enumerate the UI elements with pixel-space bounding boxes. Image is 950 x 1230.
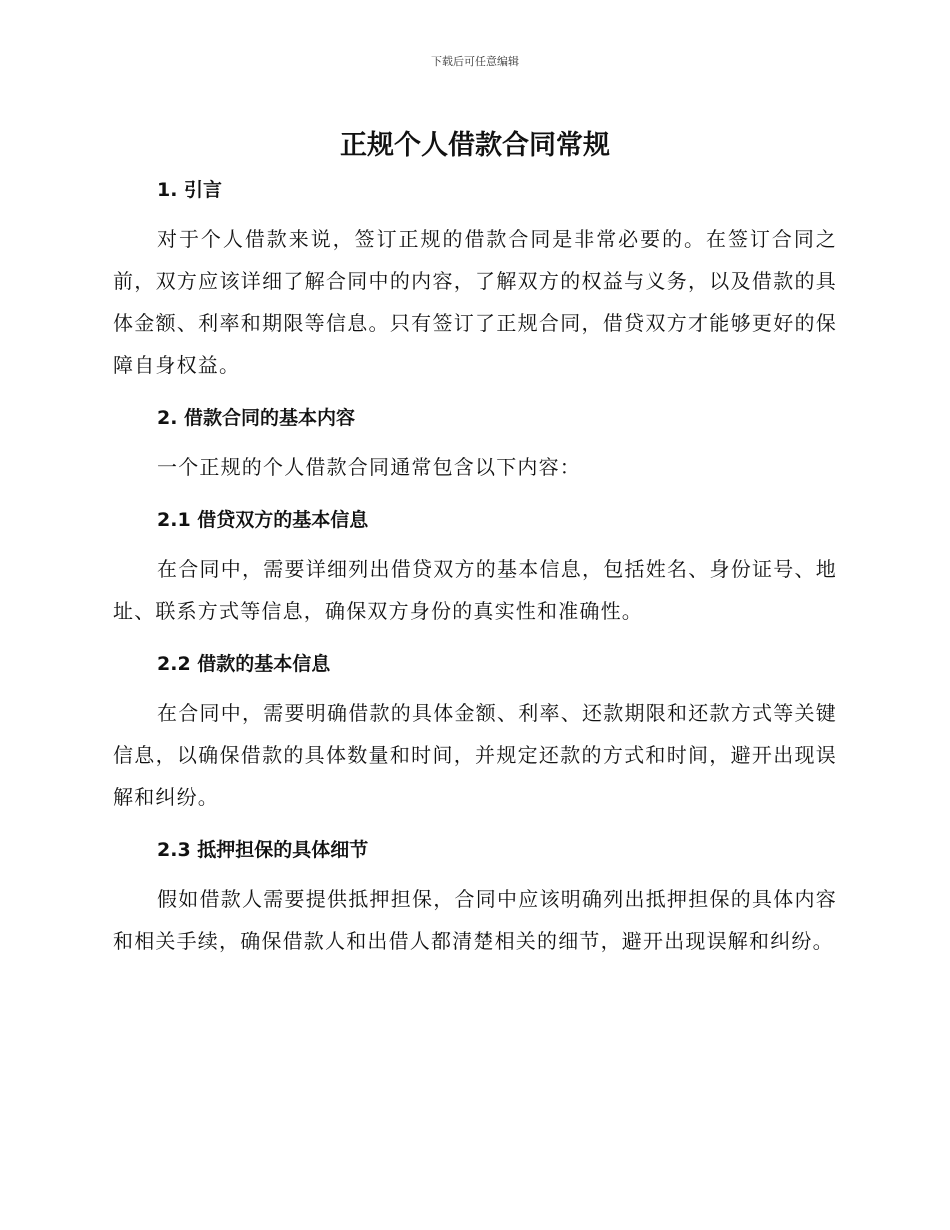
header-note: 下载后可任意编辑 (431, 55, 519, 68)
section-2-2-heading: 2.2 借款的基本信息 (157, 653, 331, 675)
document-body (113, 176, 837, 962)
section-2-2-paragraph: 在合同中，需要明确借款的具体金额、利率、还款期限和还款方式等关键信息，以确保借款的具体数量和时间，并规定还款的方式和时间，避开出现误解和纠纷。 (113, 701, 837, 809)
section-2-heading: 2. 借款合同的基本内容 (157, 407, 356, 429)
document-title: 正规个人借款合同常规 (340, 130, 610, 161)
section-1-paragraph: 对于个人借款来说，签订正规的借款合同是非常必要的。在签订合同之前，双方应该详细了解合同中的内容，了解双方的权益与义务，以及借款的具体金额、利率和期限等信息。只有签订了正规合同，借贷双方才能够更好的保障自身权益。 (113, 227, 837, 377)
section-2-3-heading: 2.3 抵押担保的具体细节 (157, 839, 369, 861)
section-1-heading: 1. 引言 (157, 179, 223, 201)
section-2-paragraph: 一个正规的个人借款合同通常包含以下内容： (157, 455, 581, 479)
section-2-1-heading: 2.1 借贷双方的基本信息 (157, 509, 369, 531)
section-2-1-paragraph: 在合同中，需要详细列出借贷双方的基本信息，包括姓名、身份证号、地址、联系方式等信息，确保双方身份的真实性和准确性。 (113, 557, 837, 623)
section-2-3-paragraph: 假如借款人需要提供抵押担保，合同中应该明确列出抵押担保的具体内容和相关手续，确保借款人和出借人都清楚相关的细节，避开出现误解和纠纷。 (113, 887, 837, 953)
